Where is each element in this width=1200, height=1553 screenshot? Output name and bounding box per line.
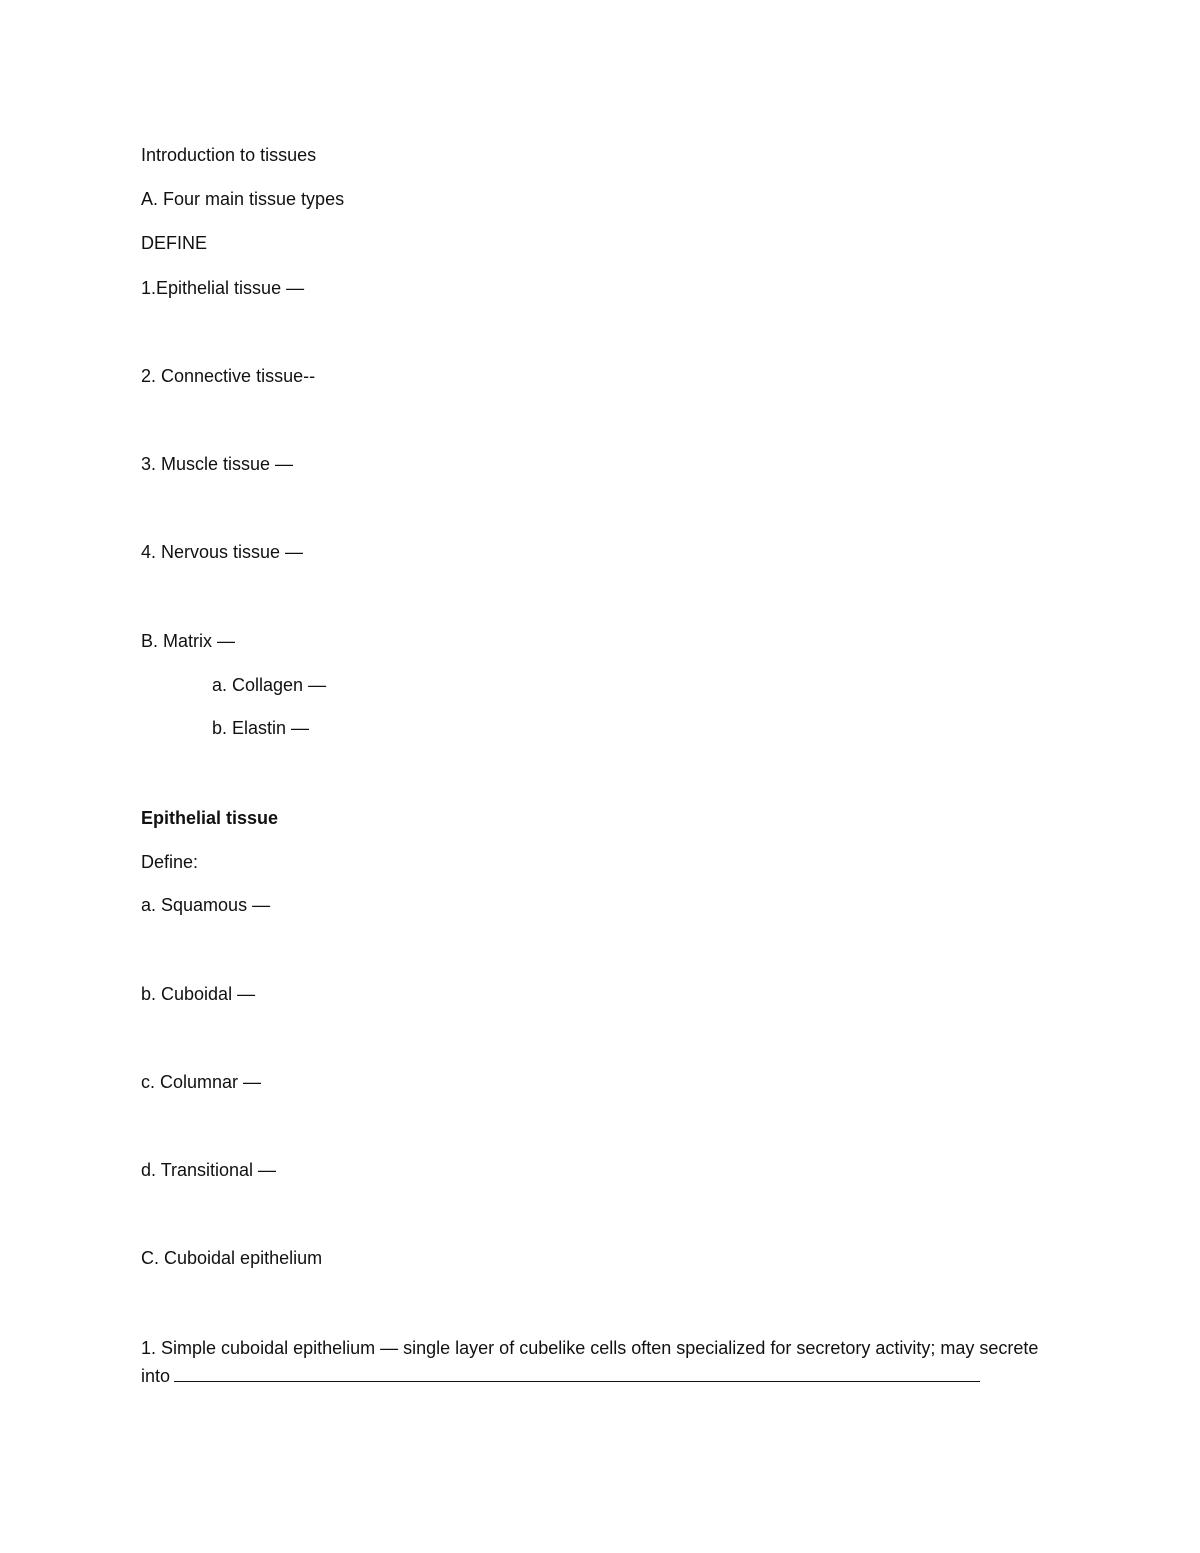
tissue-type-epithelial: 1.Epithelial tissue — [141,278,305,298]
shape-transitional: d. Transitional — [141,1160,277,1180]
section-b-matrix: B. Matrix — [141,631,236,651]
tissue-type-muscle: 3. Muscle tissue — [141,454,294,474]
fill-in-blank-line [174,1363,980,1382]
epithelial-heading: Epithelial tissue [141,808,279,828]
shape-cuboidal: b. Cuboidal — [141,984,256,1004]
define-label: Define: [141,852,199,872]
shape-squamous: a. Squamous — [141,895,271,915]
simple-cuboidal-paragraph [141,1334,1061,1390]
shape-columnar: c. Columnar — [141,1072,262,1092]
section-a-heading: A. Four main tissue types [141,189,345,209]
document-title: Introduction to tissues [141,145,317,165]
matrix-item-elastin: b. Elastin — [212,718,310,738]
tissue-type-connective: 2. Connective tissue-- [141,366,316,386]
tissue-type-nervous: 4. Nervous tissue — [141,542,304,562]
define-label-upper: DEFINE [141,233,208,253]
simple-cuboidal-text: 1. Simple cuboidal epithelium — single layer of cubelike cells often specialized for secretory activity; may secrete into [141,1338,1039,1386]
section-c-heading: C. Cuboidal epithelium [141,1248,323,1268]
matrix-item-collagen: a. Collagen — [212,675,327,695]
